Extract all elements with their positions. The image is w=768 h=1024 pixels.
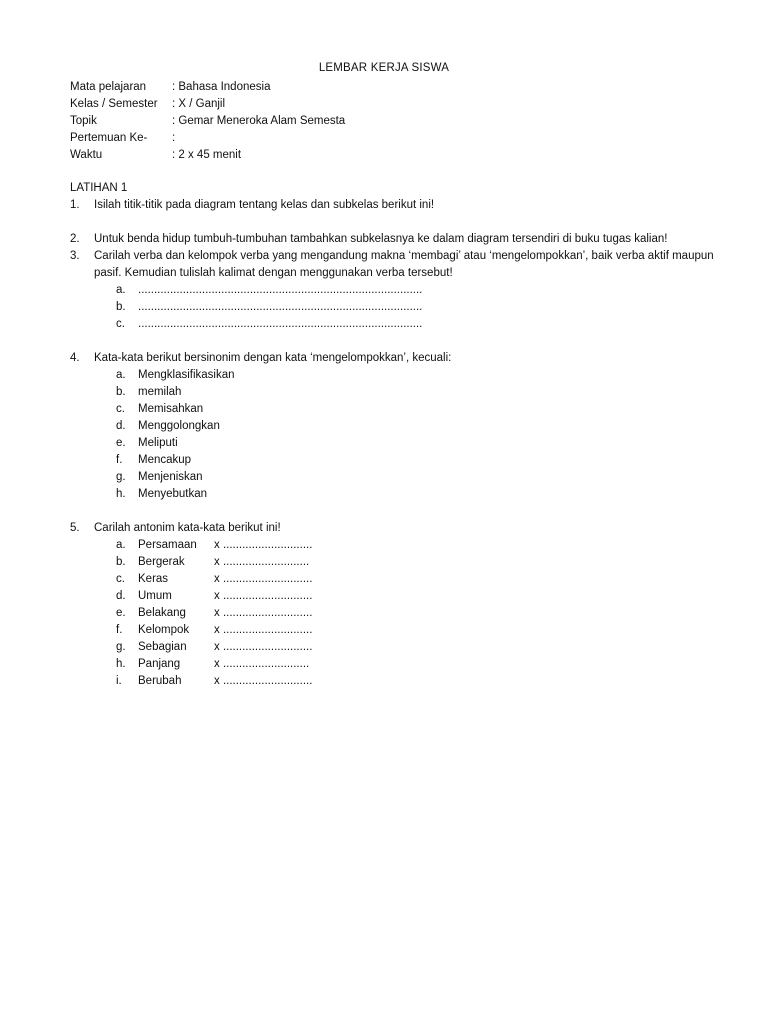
meta-row-subject xyxy=(70,79,345,96)
option-text: memilah xyxy=(138,386,182,398)
option-item xyxy=(70,452,720,469)
question-3 xyxy=(70,248,720,282)
antonym-blank: x ............................ xyxy=(214,624,313,636)
option-text: Memisahkan xyxy=(138,403,204,415)
option-letter: c. xyxy=(116,573,125,585)
meta-value: : X / Ganjil xyxy=(172,98,226,110)
antonym-word: Sebagian xyxy=(138,641,187,653)
question-text: Isilah titik-titik pada diagram tentang kelas dan subkelas berikut ini! xyxy=(94,199,435,211)
antonym-word: Berubah xyxy=(138,675,182,687)
option-item xyxy=(70,435,720,452)
question-text: Untuk benda hidup tumbuh-tumbuhan tambahkan subkelasnya ke dalam diagram tersendiri di buku tugas kalian! xyxy=(94,233,668,245)
option-letter: e. xyxy=(116,437,126,449)
antonym-word: Bergerak xyxy=(138,556,185,568)
answer-line xyxy=(70,282,720,299)
option-letter: b. xyxy=(116,301,126,313)
option-letter: a. xyxy=(116,284,126,296)
option-letter: i. xyxy=(116,675,122,687)
option-letter: e. xyxy=(116,607,126,619)
option-letter: h. xyxy=(116,658,126,670)
page-title: LEMBAR KERJA SISWA xyxy=(318,62,450,74)
antonym-item xyxy=(70,605,720,622)
antonym-blank: x ............................ xyxy=(214,590,313,602)
question-1 xyxy=(70,197,720,214)
answer-blank: ......................................................................................... xyxy=(138,318,423,330)
antonym-item xyxy=(70,656,720,673)
answer-line xyxy=(70,316,720,333)
option-text: Meliputi xyxy=(138,437,178,449)
meta-label: Topik xyxy=(70,115,97,127)
question-text: Kata-kata berikut bersinonim dengan kata ‘mengelompokkan’, kecuali: xyxy=(94,352,452,364)
meta-label: Pertemuan Ke- xyxy=(70,132,148,144)
option-text: Mencakup xyxy=(138,454,192,466)
answer-blank: ......................................................................................... xyxy=(138,301,423,313)
antonym-item xyxy=(70,554,720,571)
question-2 xyxy=(70,231,720,248)
antonym-blank: x ............................ xyxy=(214,675,313,687)
option-letter: f. xyxy=(116,624,123,636)
antonym-item xyxy=(70,571,720,588)
answer-line xyxy=(70,299,720,316)
antonym-item xyxy=(70,639,720,656)
question-number: 1. xyxy=(70,199,80,211)
meta-row-time xyxy=(70,147,345,164)
meta-label: Waktu xyxy=(70,149,103,161)
antonym-word: Persamaan xyxy=(138,539,197,551)
antonym-item xyxy=(70,588,720,605)
option-letter: a. xyxy=(116,369,126,381)
meta-value: : Gemar Meneroka Alam Semesta xyxy=(172,115,346,127)
option-letter: c. xyxy=(116,318,125,330)
question-number: 4. xyxy=(70,352,80,364)
antonym-options xyxy=(70,537,720,690)
meta-row-meeting xyxy=(70,130,345,147)
option-item xyxy=(70,418,720,435)
antonym-word: Kelompok xyxy=(138,624,190,636)
synonym-options xyxy=(70,367,720,503)
meta-row-topic xyxy=(70,113,345,130)
antonym-word: Keras xyxy=(138,573,169,585)
meta-label: Mata pelajaran xyxy=(70,81,147,93)
option-item xyxy=(70,384,720,401)
option-letter: a. xyxy=(116,539,126,551)
option-item xyxy=(70,486,720,503)
question-number: 2. xyxy=(70,233,80,245)
option-letter: d. xyxy=(116,590,126,602)
option-letter: b. xyxy=(116,556,126,568)
antonym-word: Panjang xyxy=(138,658,181,670)
meta-value: : xyxy=(172,132,176,144)
antonym-blank: x ............................ xyxy=(214,539,313,551)
option-text: Menyebutkan xyxy=(138,488,208,500)
option-letter: g. xyxy=(116,471,126,483)
antonym-word: Belakang xyxy=(138,607,186,619)
question-text: Carilah antonim kata-kata berikut ini! xyxy=(94,522,281,534)
antonym-blank: x ........................... xyxy=(214,556,310,568)
antonym-blank: x ........................... xyxy=(214,658,310,670)
meta-value: : 2 x 45 menit xyxy=(172,149,242,161)
meta-block xyxy=(70,79,345,164)
antonym-item xyxy=(70,673,720,690)
section-title: LATIHAN 1 xyxy=(70,182,128,194)
option-letter: f. xyxy=(116,454,123,466)
option-letter: b. xyxy=(116,386,126,398)
meta-row-class xyxy=(70,96,345,113)
option-item xyxy=(70,367,720,384)
antonym-blank: x ............................ xyxy=(214,641,313,653)
option-item xyxy=(70,401,720,418)
question-5 xyxy=(70,520,720,537)
option-item xyxy=(70,469,720,486)
question-4 xyxy=(70,350,720,367)
option-letter: d. xyxy=(116,420,126,432)
option-text: Menggolongkan xyxy=(138,420,220,432)
antonym-item xyxy=(70,622,720,639)
option-text: Mengklasifikasikan xyxy=(138,369,235,381)
option-letter: c. xyxy=(116,403,125,415)
question-text: Carilah verba dan kelompok verba yang mengandung makna ‘membagi’ atau ‘mengelompokkan’, baik verba aktif maupun pasif. Kemudian tulislah kalimat dengan menggunakan verba tersebut! xyxy=(94,250,714,279)
exercise-content xyxy=(70,180,720,690)
option-text: Menjeniskan xyxy=(138,471,203,483)
option-letter: g. xyxy=(116,641,126,653)
antonym-word: Umum xyxy=(138,590,172,602)
question-number: 5. xyxy=(70,522,80,534)
antonym-blank: x ............................ xyxy=(214,607,313,619)
question-number: 3. xyxy=(70,250,80,262)
answer-blank: ......................................................................................... xyxy=(138,284,423,296)
option-letter: h. xyxy=(116,488,126,500)
antonym-item xyxy=(70,537,720,554)
antonym-blank: x ............................ xyxy=(214,573,313,585)
meta-value: : Bahasa Indonesia xyxy=(172,81,271,93)
answer-lines xyxy=(70,282,720,333)
meta-label: Kelas / Semester xyxy=(70,98,158,110)
